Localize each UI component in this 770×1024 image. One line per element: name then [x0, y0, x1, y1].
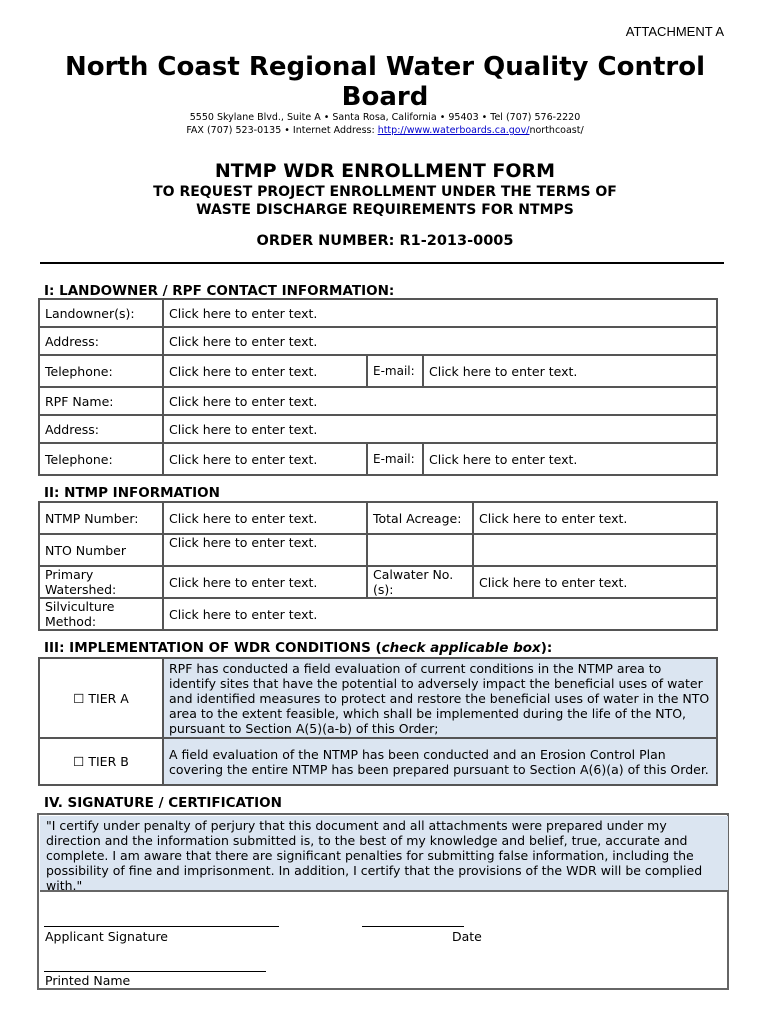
section-3-title-suffix: ): [540, 640, 553, 656]
address-line-2 [40, 125, 730, 137]
nto-number-label: NTO Number [39, 534, 163, 566]
primary-watershed-label: Primary Watershed: [39, 566, 163, 598]
ntmp-table [38, 501, 718, 631]
section-1-title: I: LANDOWNER / RPF CONTACT INFORMATION: [44, 283, 395, 299]
section-2-title: II: NTMP INFORMATION [44, 485, 220, 501]
website-link[interactable]: http://www.waterboards.ca.gov/ [377, 125, 530, 136]
date-label: Date [452, 929, 482, 944]
order-number: ORDER NUMBER: R1-2013-0005 [256, 233, 514, 249]
total-acreage-field[interactable]: Click here to enter text. [473, 502, 717, 534]
form-title: NTMP WDR ENROLLMENT FORM [214, 160, 556, 182]
total-acreage-label: Total Acreage: [367, 502, 473, 534]
agency-title: North Coast Regional Water Quality Control Board [64, 52, 706, 112]
section-3-title [44, 640, 552, 656]
tier-b-checkbox[interactable]: ☐ TIER B [39, 738, 163, 785]
date-line[interactable] [362, 926, 464, 927]
nto-number-field[interactable]: Click here to enter text. [163, 534, 367, 566]
attachment-label: ATTACHMENT A [625, 24, 724, 39]
divider [40, 262, 724, 264]
address-label: Address: [39, 327, 163, 355]
rpf-telephone-field[interactable]: Click here to enter text. [163, 443, 367, 475]
silviculture-field[interactable]: Click here to enter text. [163, 598, 717, 630]
rpf-name-field[interactable]: Click here to enter text. [163, 387, 717, 415]
landowner-address-field[interactable]: Click here to enter text. [163, 327, 717, 355]
section-3-title-prefix: III: IMPLEMENTATION OF WDR CONDITIONS ( [44, 640, 382, 656]
landowner-telephone-field[interactable]: Click here to enter text. [163, 355, 367, 387]
primary-watershed-field[interactable]: Click here to enter text. [163, 566, 367, 598]
rpf-name-label: RPF Name: [39, 387, 163, 415]
address-suffix: northcoast/ [529, 125, 584, 136]
telephone-label: Telephone: [39, 355, 163, 387]
address-line-1: 5550 Skylane Blvd., Suite A • Santa Rosa, California • 95403 • Tel (707) 576-2220 [189, 112, 581, 123]
landowners-field[interactable]: Click here to enter text. [163, 299, 717, 327]
landowner-email-field[interactable]: Click here to enter text. [423, 355, 717, 387]
rpf-telephone-label: Telephone: [39, 443, 163, 475]
section-3-title-italic: check applicable box [381, 640, 541, 656]
rpf-address-label: Address: [39, 415, 163, 443]
tier-a-description: RPF has conducted a field evaluation of current conditions in the NTMP area to identify sites that have the potential to adversely impact the beneficial uses of water and identified measures to protect and restore the beneficial uses of water in the NTO area to the extent feasible, which shall be implemented during the life of the NTO, pursuant to Section A(5)(a-b) of this Order; [163, 658, 717, 738]
subtitle-line-2: WASTE DISCHARGE REQUIREMENTS FOR NTMPS [196, 202, 574, 218]
applicant-signature-label: Applicant Signature [45, 929, 168, 944]
email-label: E-mail: [367, 355, 423, 387]
signature-line[interactable] [44, 926, 279, 927]
ntmp-number-field[interactable]: Click here to enter text. [163, 502, 367, 534]
subtitle-line-1: TO REQUEST PROJECT ENROLLMENT UNDER THE TERMS OF [153, 184, 617, 200]
empty-cell [473, 534, 717, 566]
calwater-field[interactable]: Click here to enter text. [473, 566, 717, 598]
tier-a-checkbox[interactable]: ☐ TIER A [39, 658, 163, 738]
printed-name-label: Printed Name [45, 973, 131, 988]
silviculture-label: Silviculture Method: [39, 598, 163, 630]
empty-cell [367, 534, 473, 566]
tier-b-description: A field evaluation of the NTMP has been conducted and an Erosion Control Plan covering the entire NTMP has been prepared pursuant to Section A(6)(a) of this Order. [163, 738, 717, 785]
address-prefix: FAX (707) 523-0135 • Internet Address: [186, 125, 378, 136]
contact-table [38, 298, 718, 476]
ntmp-number-label: NTMP Number: [39, 502, 163, 534]
printed-name-line[interactable] [44, 971, 266, 972]
rpf-address-field[interactable]: Click here to enter text. [163, 415, 717, 443]
section-4-title: IV. SIGNATURE / CERTIFICATION [44, 795, 282, 811]
certification-statement: "I certify under penalty of perjury that this document and all attachments were prepared under my direction and the information submitted is, to the best of my knowledge and belief, true, accurate and complete. I am aware that there are significant penalties for submitting false information, including the possibility of fine and imprisonment. In addition, I certify that the provisions of the WDR will be complied with." [40, 816, 728, 892]
rpf-email-label: E-mail: [367, 443, 423, 475]
tier-table [38, 657, 718, 786]
rpf-email-field[interactable]: Click here to enter text. [423, 443, 717, 475]
calwater-label: Calwater No. (s): [367, 566, 473, 598]
landowners-label: Landowner(s): [39, 299, 163, 327]
